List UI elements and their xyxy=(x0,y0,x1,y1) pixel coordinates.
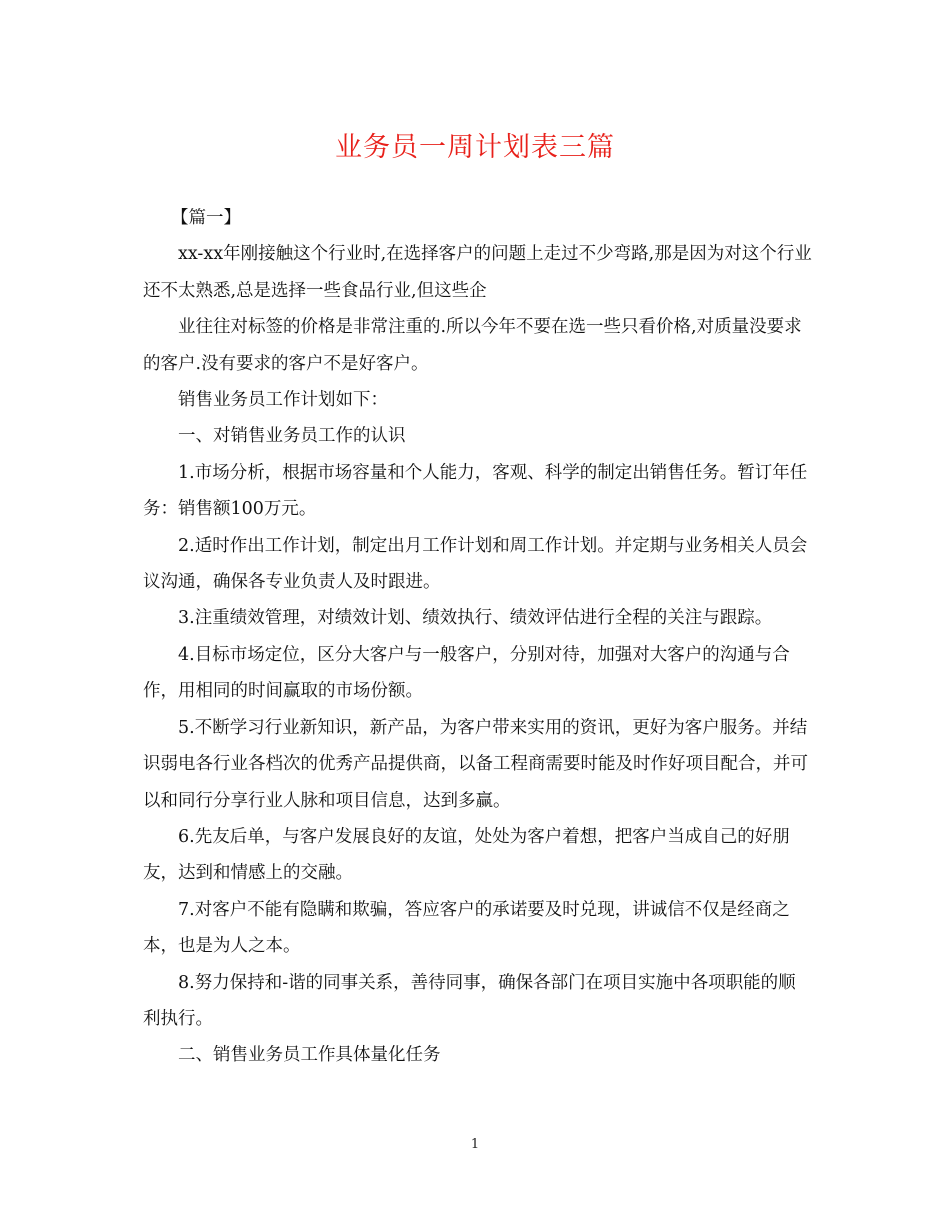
paragraph-2: 业往往对标签的价格是非常注重的.所以今年不要在选一些只看价格,对质量没要求的客户.没有要求的客户不是好客户。 xyxy=(143,317,802,374)
list-item-5: 5.不断学习行业新知识，新产品，为客户带来实用的资讯，更好为客户服务。并结识弱电各行业各档次的优秀产品提供商，以备工程商需要时能及时作好项目配合，并可以和同行分享行业人脉和项目信息，达到多赢。 xyxy=(143,717,808,811)
paragraph-3: 销售业务员工作计划如下： xyxy=(178,390,388,411)
list-item-4: 4.目标市场定位，区分大客户与一般客户，分别对待，加强对大客户的沟通与合作，用相同的时间赢取的市场份额。 xyxy=(143,644,790,702)
section-mark: 【篇一】 xyxy=(171,208,241,228)
section-heading-2: 二、销售业务员工作具体量化任务 xyxy=(178,1045,441,1066)
paragraph-1: xx-xx年刚接触这个行业时,在选择客户的问题上走过不少弯路,那是因为对这个行业还不太熟悉,总是选择一些食品行业,但这些企 xyxy=(143,244,812,301)
list-item-2: 2.适时作出工作计划，制定出月工作计划和周工作计划。并定期与业务相关人员会议沟通，确保各专业负责人及时跟进。 xyxy=(143,535,808,593)
section-heading-1: 一、对销售业务员工作的认识 xyxy=(178,426,406,447)
list-item-7: 7.对客户不能有隐瞒和欺骗，答应客户的承诺要及时兑现，讲诚信不仅是经商之本，也是为人之本。 xyxy=(143,899,790,957)
document-body xyxy=(143,200,813,1074)
list-item-6: 6.先友后单，与客户发展良好的友谊，处处为客户着想，把客户当成自己的好朋友，达到和情感上的交融。 xyxy=(143,826,790,884)
page-title: 业务员一周计划表三篇 xyxy=(335,132,615,163)
page-number: 1 xyxy=(470,1137,480,1152)
list-item-1: 1.市场分析，根据市场容量和个人能力，客观、科学的制定出销售任务。暂订年任务：销售额100万元。 xyxy=(143,462,808,520)
list-item-3: 3.注重绩效管理，对绩效计划、绩效执行、绩效评估进行全程的关注与跟踪。 xyxy=(178,608,773,629)
list-item-8: 8.努力保持和-谐的同事关系，善待同事，确保各部门在项目实施中各项职能的顺利执行。 xyxy=(143,972,796,1029)
